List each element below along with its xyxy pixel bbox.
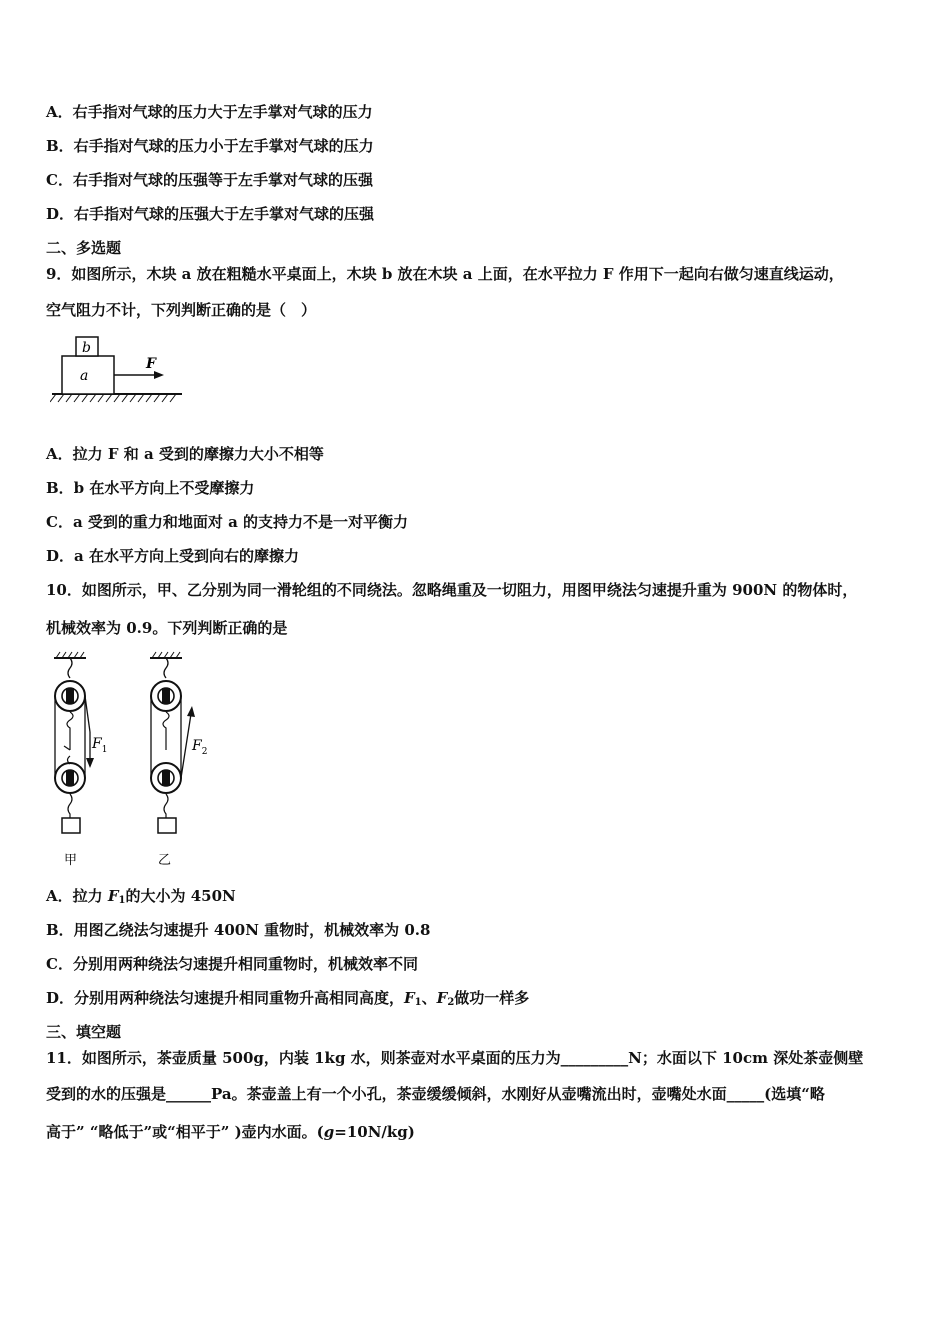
section-title-fill-in: 三、填空题 [46,1023,122,1041]
q10-option-d: D．分别用两种绕法匀速提升相同重物升高相同高度，$F_1$、$F_2$做功一样多 [46,989,530,1008]
q9-stem-line2: 空气阻力不计，下列判断正确的是（ ） [46,301,317,319]
q10-caption-yi: 乙 [158,853,172,868]
q9-stem-line1: 9．如图所示，木块 a 放在粗糙水平桌面上，木块 b 放在木块 a 上面，在水平拉力 F 作用下一起向右做匀速直线运动， [46,265,844,283]
q10-stem-line1: 10．如图所示，甲、乙分别为同一滑轮组的不同绕法。忽略绳重及一切阻力，用图甲绕法匀速提升重为 900N 的物体时， [46,581,858,599]
q9-option-d: D．a 在水平方向上受到向右的摩擦力 [46,547,299,565]
q10-option-c: C．分别用两种绕法匀速提升相同重物时，机械效率不同 [46,955,418,973]
q8-option-d: D．右手指对气球的压强大于左手掌对气球的压强 [46,205,375,223]
q10-label-F1: $F_1$ [92,736,108,755]
q9-label-F: F [146,356,156,372]
q9-option-a: A．拉力 F 和 a 受到的摩擦力大小不相等 [46,445,324,463]
q9-block-diagram [50,332,190,412]
q10-weight-yi [158,818,176,833]
q10-weight-jia [62,818,80,833]
q8-option-b: B．右手指对气球的压力小于左手掌对气球的压力 [46,137,374,155]
q10-caption-jia: 甲 [64,853,78,868]
q9-option-b: B．b 在水平方向上不受摩擦力 [46,479,255,497]
q10-stem-line2: 机械效率为 0.9。下列判断正确的是 [46,619,288,637]
pulley-system-yi [150,652,207,868]
q10-option-a: A．拉力 $F_1$的大小为 450N [46,887,236,906]
q11-stem-line2: 受到的水的压强是______Pa。茶壶盖上有一个小孔，茶壶缓缓倾斜，水刚好从壶嘴流出时，壶嘴处水面_____(选填“略 [46,1085,825,1103]
q8-option-a: A．右手指对气球的压力大于左手掌对气球的压力 [46,103,373,121]
q9-label-a: a [80,368,89,384]
q10-option-b: B．用图乙绕法匀速提升 400N 重物时，机械效率为 0.8 [46,921,431,939]
section-title-multiple-choice: 二、多选题 [46,239,122,257]
q11-stem-line1: 11．如图所示，茶壶质量 500g，内装 1kg 水，则茶壶对水平桌面的压力为_________N；水面以下 10cm 深处茶壶侧壁 [46,1049,864,1067]
q8-option-c: C．右手指对气球的压强等于左手掌对气球的压强 [46,171,373,189]
q9-option-c: C．a 受到的重力和地面对 a 的支持力不是一对平衡力 [46,513,409,531]
q10-label-F2: $F_2$ [192,738,208,757]
pulley-system-jia [54,652,107,868]
q10-pulley-diagram [40,650,220,872]
q11-stem-line3: 高于” “略低于”或“相平于” )壶内水面。(g=10N/kg) [46,1123,415,1141]
q9-label-b: b [82,340,91,356]
